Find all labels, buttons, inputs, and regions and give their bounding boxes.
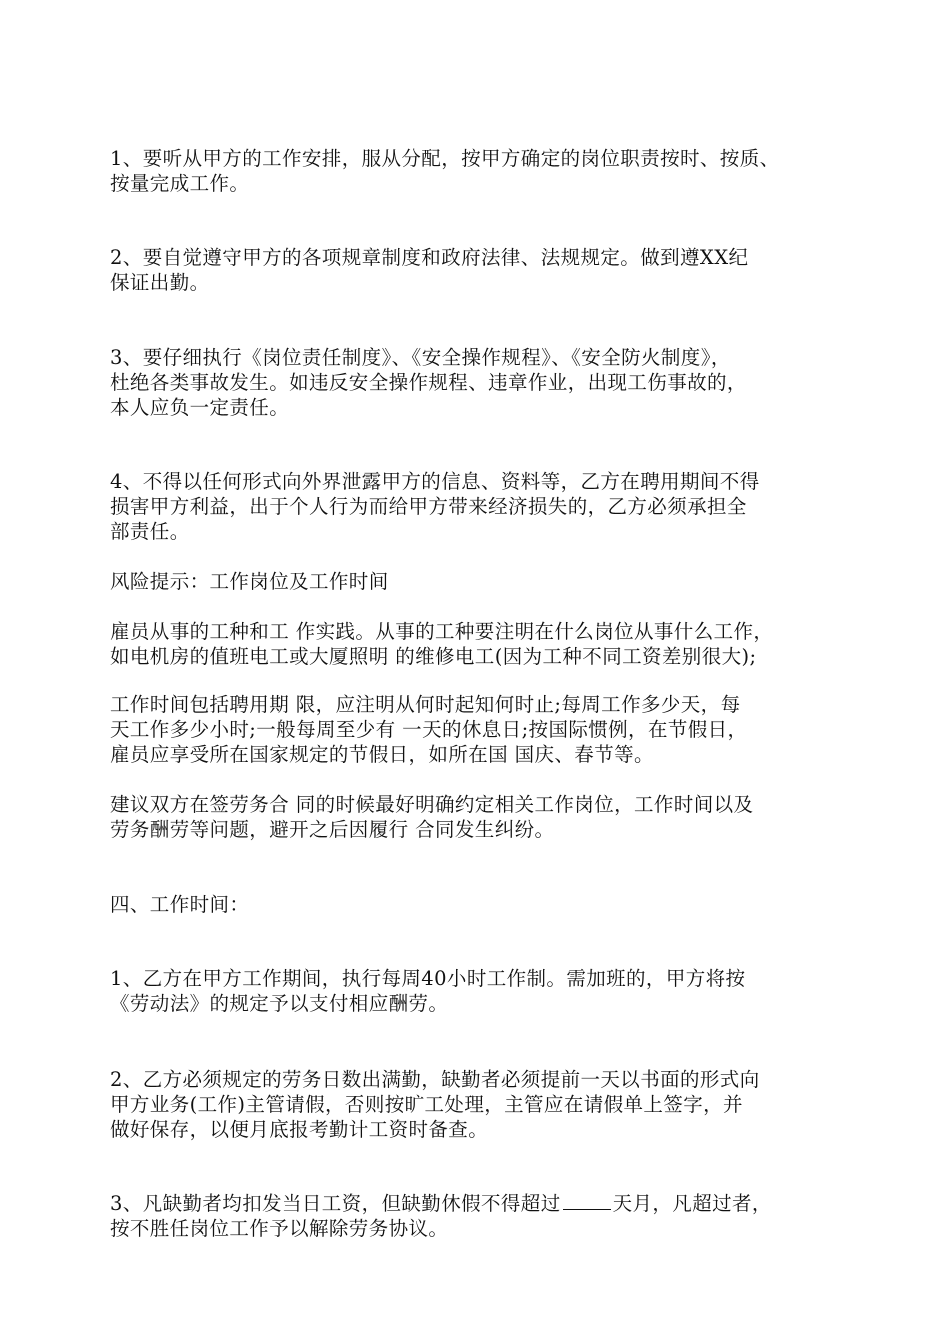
- text-line: 如电机房的值班电工或大厦照明 的维修电工(因为工种不同工资差别很大);: [110, 645, 757, 668]
- text-line: 4、不得以任何形式向外界泄露甲方的信息、资料等，乙方在聘用期间不得: [110, 470, 760, 493]
- text-line: 1、乙方在甲方工作期间，执行每周40小时工作制。需加班的，甲方将按: [110, 967, 746, 990]
- paragraph-risk-1: [110, 619, 855, 669]
- text-line: 雇员应享受所在国家规定的节假日，如所在国 国庆、春节等。: [110, 743, 654, 766]
- text-line: 劳务酬劳等问题，避开之后因履行 合同发生纠纷。: [110, 818, 555, 841]
- text-line: 本人应负一定责任。: [110, 396, 290, 419]
- text-line: 《劳动法》的规定予以支付相应酬劳。: [110, 992, 449, 1015]
- text-line: 杜绝各类事故发生。如违反安全操作规程、违章作业，出现工伤事故的，: [110, 371, 747, 394]
- paragraph-hours-2: [110, 1067, 855, 1142]
- text-segment: 天月，凡超过者，: [612, 1192, 772, 1215]
- text-line: 风险提示：工作岗位及工作时间: [110, 570, 389, 593]
- text-line: 甲方业务(工作)主管请假，否则按旷工处理，主管应在请假单上签字，并: [110, 1093, 743, 1116]
- text-line: [110, 1191, 855, 1216]
- text-line: 1、要听从甲方的工作安排，服从分配，按甲方确定的岗位职责按时、按质、: [110, 147, 780, 170]
- text-line: 3、要仔细执行《岗位责任制度》、《安全操作规程》、《安全防火制度》，: [110, 346, 731, 369]
- text-line: 2、乙方必须规定的劳务日数出满勤，缺勤者必须提前一天以书面的形式向: [110, 1068, 760, 1091]
- text-line: 四、工作时间：: [110, 893, 250, 916]
- paragraph-risk-3: [110, 792, 855, 842]
- paragraph-duty-2: [110, 245, 855, 295]
- paragraph-duty-3: [110, 345, 855, 420]
- paragraph-hours-3: [110, 1191, 855, 1241]
- text-line: 雇员从事的工种和工 作实践。从事的工种要注明在什么岗位从事什么工作，: [110, 620, 774, 643]
- risk-heading: [110, 569, 855, 594]
- section-heading-work-hours: [110, 892, 855, 917]
- text-line: 建议双方在签劳务合 同的时候最好明确约定相关工作岗位，工作时间以及: [110, 793, 754, 816]
- paragraph-duty-4: [110, 469, 855, 544]
- text-line: 损害甲方利益，出于个人行为而给甲方带来经济损失的，乙方必须承担全: [110, 495, 747, 518]
- paragraph-duty-1: [110, 146, 855, 196]
- paragraph-risk-2: [110, 692, 855, 767]
- text-line: 按量完成工作。: [110, 172, 250, 195]
- fill-in-blank: [563, 1207, 611, 1210]
- text-line: 工作时间包括聘用期 限，应注明从何时起知何时止;每周工作多少天，每: [110, 693, 741, 716]
- text-line: 天工作多少小时;一般每周至少有 一天的休息日;按国际惯例，在节假日，: [110, 718, 748, 741]
- text-line: 按不胜任岗位工作予以解除劳务协议。: [110, 1217, 449, 1240]
- text-line: 做好保存，以便月底报考勤计工资时备查。: [110, 1118, 489, 1141]
- paragraph-hours-1: [110, 966, 855, 1016]
- text-line: 部责任。: [110, 520, 190, 543]
- text-line: 保证出勤。: [110, 271, 210, 294]
- text-segment: 3、凡缺勤者均扣发当日工资，但缺勤休假不得超过: [110, 1192, 561, 1215]
- text-line: 2、要自觉遵守甲方的各项规章制度和政府法律、法规规定。做到遵XX纪: [110, 246, 749, 269]
